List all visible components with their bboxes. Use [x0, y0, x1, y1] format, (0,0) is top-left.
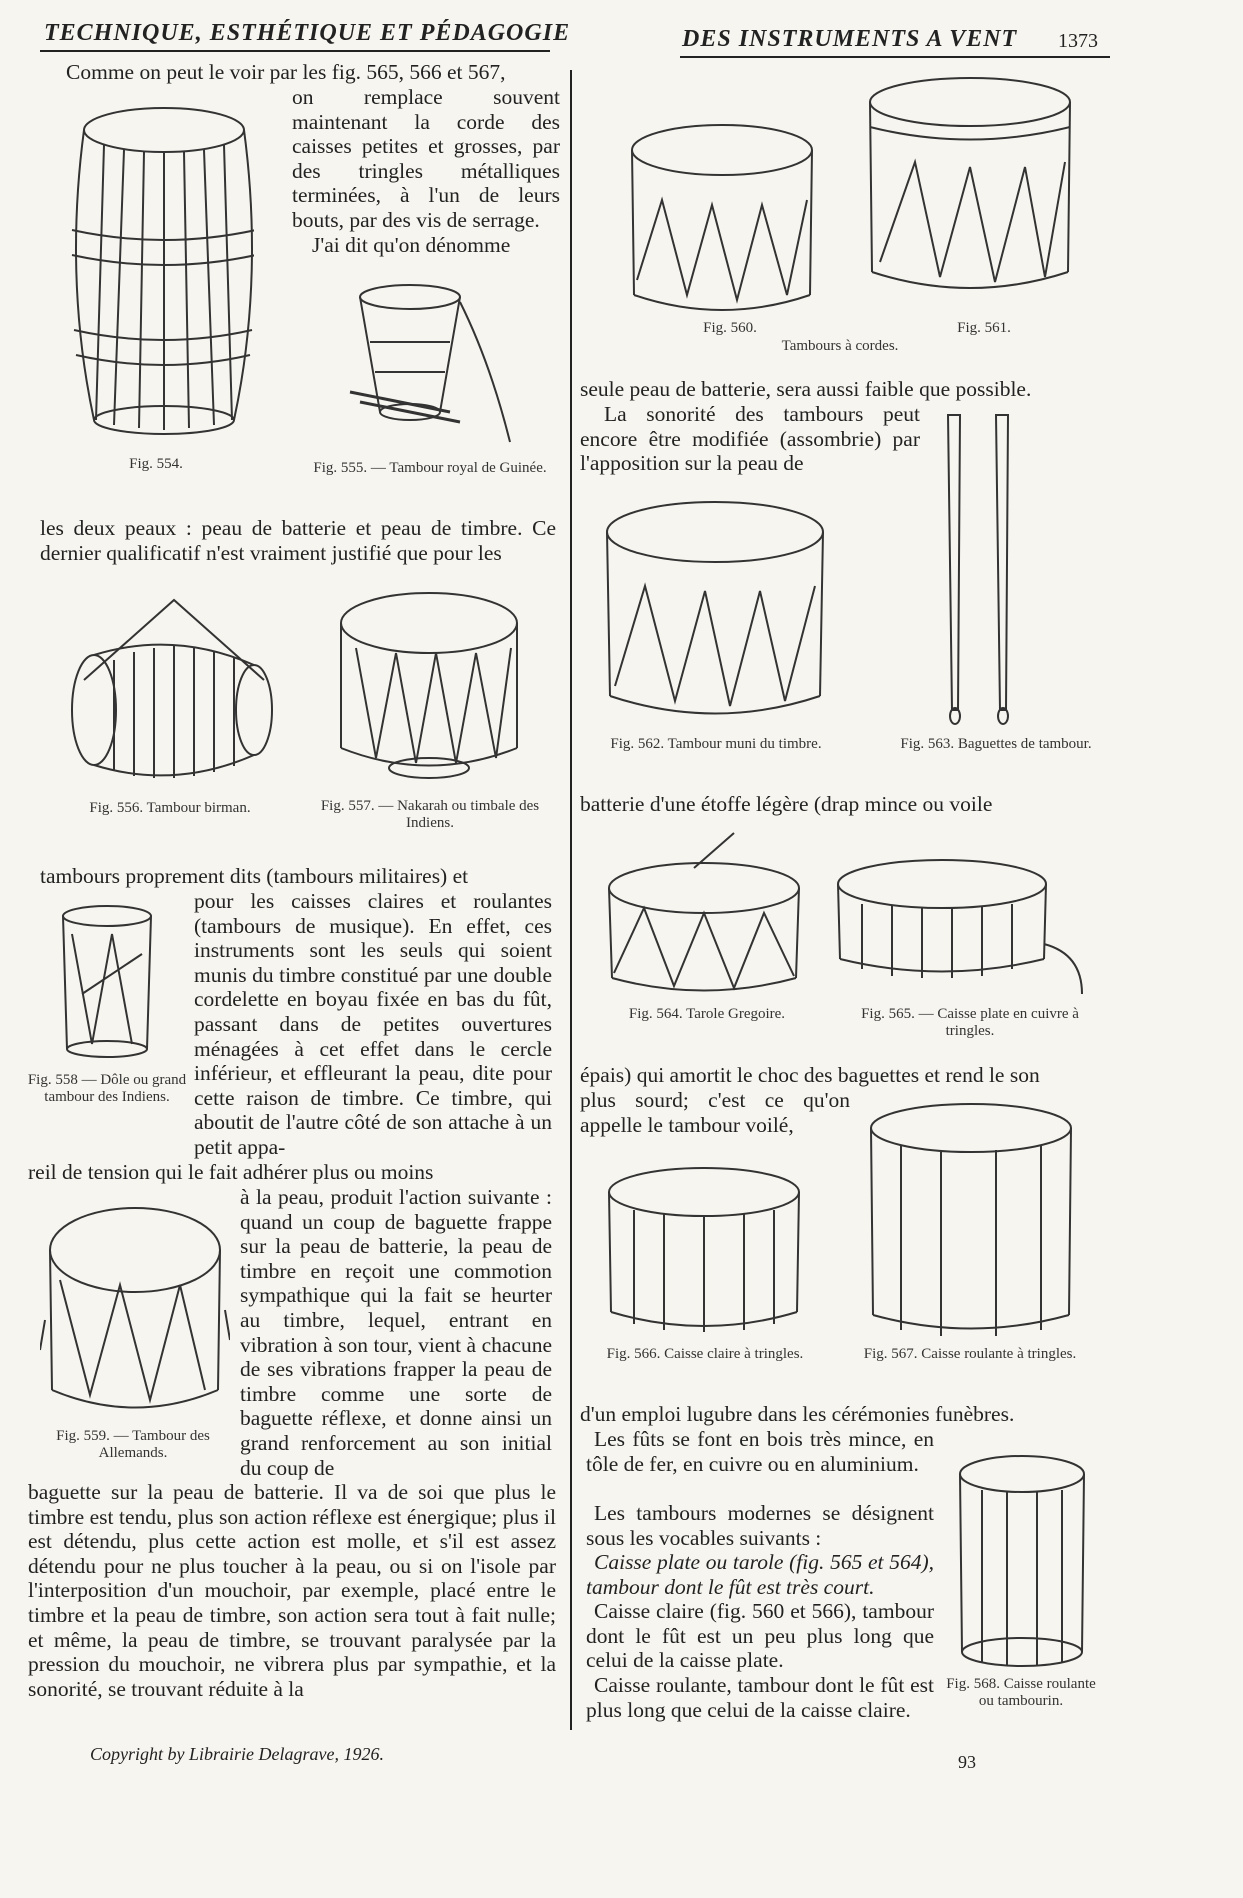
figure-568-drum — [952, 1452, 1092, 1672]
left-p1-line1: Comme on peut le voir par les fig. 565, 566 et 567, — [66, 60, 506, 84]
left-p2: J'ai dit qu'on dénomme — [312, 233, 511, 257]
right-p9: Caisse claire (fig. 560 et 566), tambour dont le fût est un peu plus long que celui de la caisse plate. — [586, 1599, 934, 1673]
figure-563-caption: Fig. 563. Baguettes de tambour. — [900, 736, 1092, 752]
page-number: 93 — [958, 1752, 976, 1772]
figure-566-drum — [604, 1162, 804, 1342]
figure-565-caption: Fig. 565. — Caisse plate en cuivre à tringles. — [861, 1006, 1079, 1039]
figure-557-drum — [336, 588, 522, 788]
right-p10: Caisse roulante, tambour dont le fût est plus long que celui de la caisse claire. — [586, 1673, 934, 1722]
figure-556-drum — [64, 590, 284, 780]
figure-557-caption: Fig. 557. — Nakarah ou timbale des Indiens. — [320, 798, 540, 831]
figure-565-drum — [832, 854, 1092, 1004]
left-p1-rest: on remplace souvent maintenant la corde des caisses petites et grosses, par des tringles métalliques terminées, à l'un de leurs bouts, par des vis de serrage. — [292, 85, 560, 232]
figure-562-caption: Fig. 562. Tambour muni du timbre. — [610, 736, 822, 752]
figure-562-drum — [600, 496, 830, 730]
left-p3: les deux peaux : peau de batterie et peau de timbre. Ce dernier qualificatif n'est vraiment justifié que pour les — [40, 516, 556, 565]
figure-554-drum — [64, 100, 254, 450]
figure-555-caption: Fig. 555. — Tambour royal de Guinée. — [313, 460, 547, 476]
copyright-notice: Copyright by Librairie Delagrave, 1926. — [90, 1744, 384, 1764]
column-divider — [570, 70, 572, 1730]
right-p5: d'un emploi lugubre dans les cérémonies funèbres. — [580, 1402, 1015, 1426]
right-p1: seule peau de batterie, sera aussi faible que possible. — [580, 377, 1032, 401]
figure-559-drum — [40, 1200, 230, 1420]
figure-567-drum — [866, 1100, 1076, 1340]
left-p4-end: baguette sur la peau de batterie. Il va de soi que plus le timbre est tendu, plus son action réflexe est énergique; plus il est détendu, plus cette action est molle, et s'il est assez détendu pour ne plus toucher à la peau, ou si on l'isole par l'interposition d'un mouchoir, par exemple, placé entre le timbre et la peau de timbre, son action sera tout à fait nulle; et même, la peau de timbre, se trouvant paralysée par la pression du mouchoir, ne vibrera plus par sympathie, et la sonorité, se trouvant réduite à la — [28, 1480, 556, 1701]
left-p4-side: pour les caisses claires et roulantes (tambours de musique). En effet, ces instruments sont les seuls qui soient munis du timbre constitué par une double cordelette en boyau fixée en bas du fût, passant dans de petites ouvertures ménagées à cet effet dans le cercle inférieur, et effleurant la peau, dite pour cette raison de timbre. Ce timbre, qui aboutit de l'autre côté de son attache à un petit appa- — [194, 889, 552, 1159]
figure-563-drumsticks — [940, 410, 1020, 730]
right-p6: Les fûts se font en bois très mince, en tôle de fer, en cuivre ou en aluminium. — [586, 1427, 934, 1476]
left-p4-side2: à la peau, produit l'action suivante : quand un coup de baguette frappe sur la peau de batterie, la peau de timbre en reçoit une commotion sympathique qui la fait se heurter au timbre, lequel, entrant en vibration à son tour, vient à chacune de ses vibrations frapper la peau de timbre comme une sorte de baguette réflexe, et donne ainsi un grand renforcement au son initial du coup de — [240, 1185, 552, 1480]
left-p4-full: reil de tension qui le fait adhérer plus ou moins — [28, 1160, 434, 1184]
header-rule-right — [680, 56, 1110, 58]
figure-564-caption: Fig. 564. Tarole Gregoire. — [628, 1006, 786, 1022]
left-p4-line1: tambours proprement dits (tambours militaires) et — [40, 864, 469, 888]
figure-568-caption: Fig. 568. Caisse roulante ou tambourin. — [946, 1676, 1096, 1709]
figure-558-drum — [52, 904, 162, 1064]
figure-558-caption: Fig. 558 — Dôle ou grand tambour des Indiens. — [27, 1072, 187, 1105]
figure-564-drum — [604, 828, 804, 998]
figure-560-caption: Fig. 560. — [703, 320, 757, 336]
figures-560-561-common-caption: Tambours à cordes. — [781, 338, 899, 354]
figure-556-caption: Fig. 556. Tambour birman. — [89, 800, 251, 816]
figure-561-caption: Fig. 561. — [957, 320, 1011, 336]
right-p4-line1: épais) qui amortit le choc des baguettes et rend le son — [580, 1063, 1040, 1087]
header-rule-left — [40, 50, 550, 52]
running-header-right: DES INSTRUMENTS A VENT — [682, 26, 1018, 52]
figure-567-caption: Fig. 567. Caisse roulante à tringles. — [863, 1346, 1077, 1362]
figure-561-drum — [860, 72, 1080, 312]
right-p7: Les tambours modernes se désignent sous les vocables suivants : — [586, 1501, 934, 1550]
header-page-ref: 1373 — [1058, 30, 1098, 52]
figure-560-drum — [622, 120, 822, 320]
right-p3: batterie d'une étoffe légère (drap mince ou voile — [580, 792, 993, 816]
figure-555-drum — [340, 282, 520, 452]
right-p2: La sonorité des tambours peut encore être modifiée (assombrie) par l'apposition sur la peau de — [580, 402, 920, 476]
right-p4-rest: plus sourd; c'est ce qu'on appelle le tambour voilé, — [580, 1088, 850, 1137]
figure-554-caption: Fig. 554. — [129, 456, 183, 472]
running-header-left: TECHNIQUE, ESTHÉTIQUE ET PÉDAGOGIE — [44, 20, 571, 46]
figure-566-caption: Fig. 566. Caisse claire à tringles. — [606, 1346, 804, 1362]
right-p8: Caisse plate ou tarole (fig. 565 et 564), tambour dont le fût est très court. — [586, 1550, 934, 1599]
figure-559-caption: Fig. 559. — Tambour des Allemands. — [56, 1428, 210, 1461]
